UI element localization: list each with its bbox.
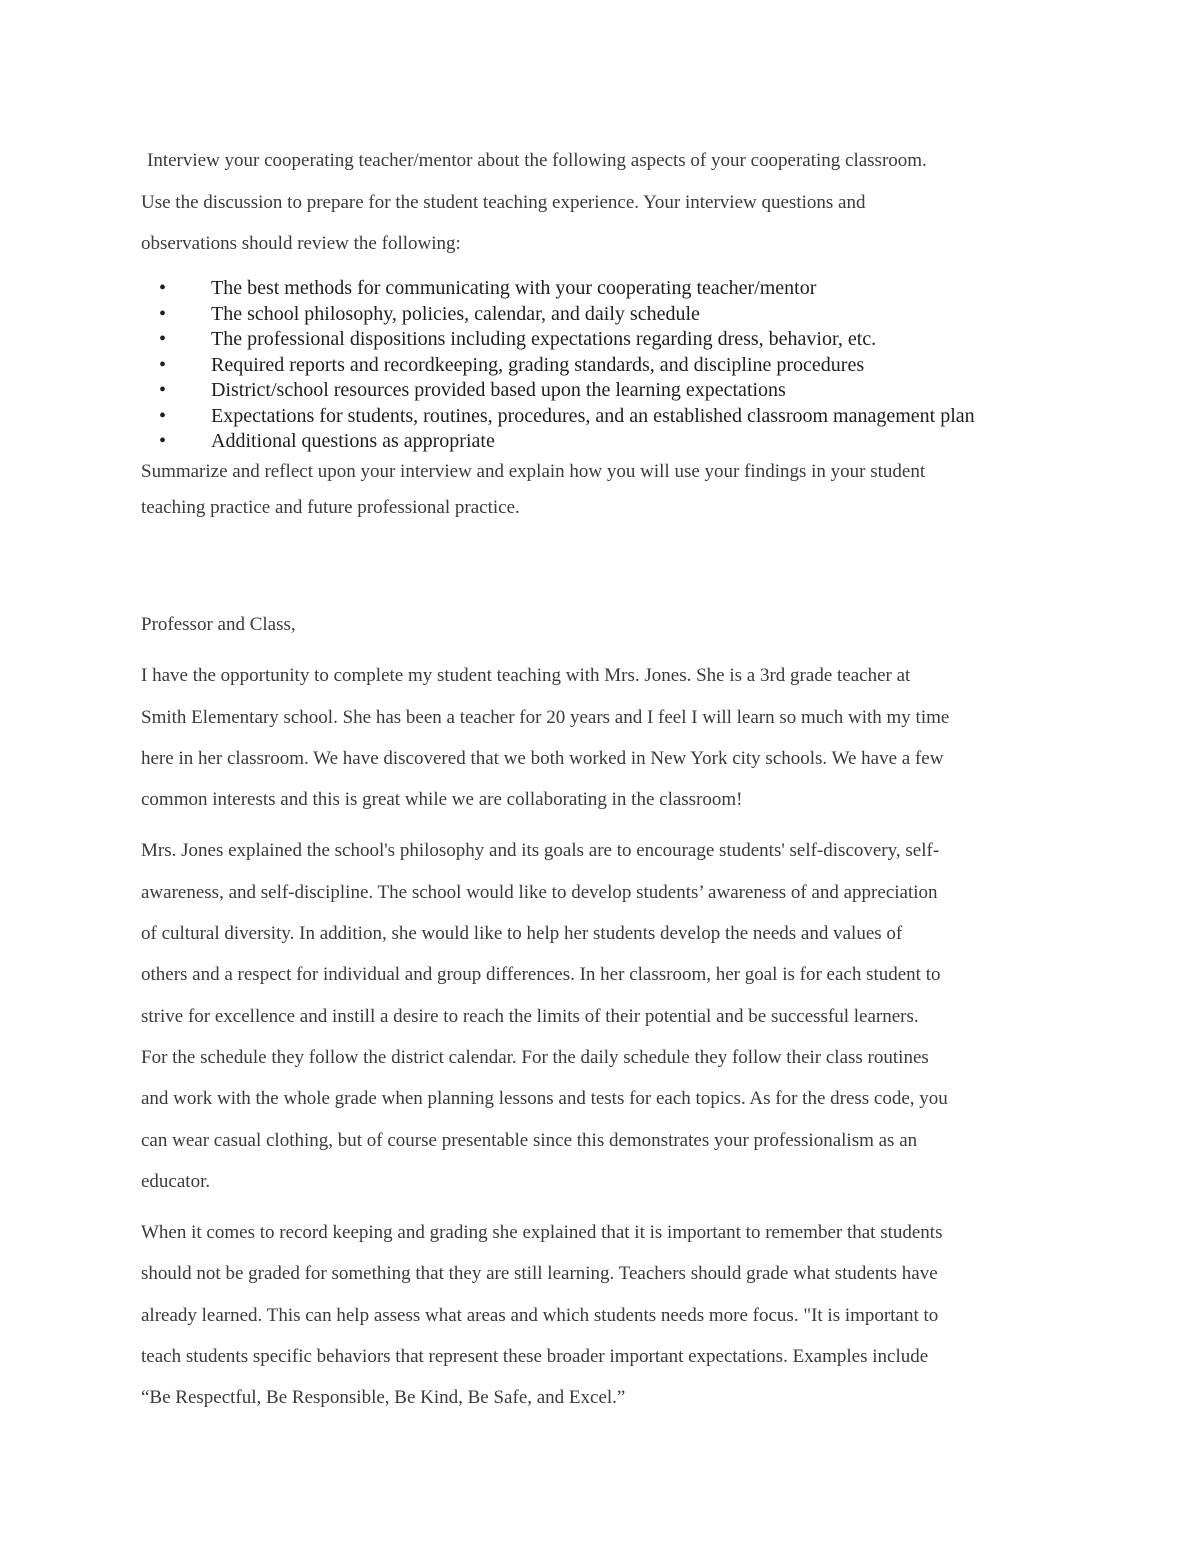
paragraph-line: Smith Elementary school. She has been a teacher for 20 years and I feel I will learn so much with my time [141,706,950,728]
list-item-text: Required reports and recordkeeping, grading standards, and discipline procedures [211,353,865,376]
paragraph-introduction [141,655,1081,820]
list-item-text: District/school resources provided based upon the learning expectations [211,379,786,401]
list-item [141,327,1101,353]
paragraph-line: awareness, and self-discipline. The school would like to develop students’ awareness of and appreciation [141,881,938,903]
summary-instructions [141,454,1071,525]
paragraph-line: I have the opportunity to complete my student teaching with Mrs. Jones. She is a 3rd grade teacher at [141,665,911,687]
list-item [141,302,1101,328]
paragraph-line: common interests and this is great while we are collaborating in the classroom! [141,789,743,811]
bullet-icon: • [159,328,167,350]
list-item [141,353,1101,379]
list-item-text: Expectations for students, routines, procedures, and an established classroom management plan [211,404,975,427]
list-item [141,429,1101,455]
prompt-line: observations should review the following: [141,233,461,254]
letter-body [141,604,1081,1429]
list-item [141,276,1101,302]
paragraph-line: “Be Respectful, Be Responsible, Be Kind, Be Safe, and Excel.” [141,1387,626,1409]
prompt-line: Use the discussion to prepare for the student teaching experience. Your interview questions and [141,191,866,213]
paragraph-line: teach students specific behaviors that represent these broader important expectations. Examples include [141,1346,929,1368]
list-item-text: The best methods for communicating with your cooperating teacher/mentor [211,277,817,299]
paragraph-line: of cultural diversity. In addition, she would like to help her students develop the needs and values of [141,923,903,945]
paragraph-line: When it comes to record keeping and grading she explained that it is important to remember that students [141,1222,943,1244]
summary-line: Summarize and reflect upon your interview and explain how you will use your findings in your student [141,461,926,482]
paragraph-line: and work with the whole grade when planning lessons and tests for each topics. As for the dress code, you [141,1088,948,1110]
paragraph-line: Mrs. Jones explained the school's philosophy and its goals are to encourage students' self-discovery, self- [141,840,940,862]
paragraph-line: can wear casual clothing, but of course presentable since this demonstrates your professionalism as an [141,1129,918,1151]
prompt-line: Interview your cooperating teacher/mentor about the following aspects of your cooperating classroom. [147,150,927,171]
bullet-icon: • [159,430,167,452]
paragraph-line: already learned. This can help assess what areas and which students needs more focus. "It is important to [141,1304,939,1326]
paragraph-line: others and a respect for individual and group differences. In her classroom, her goal is for each student to [141,964,941,986]
requirements-list [141,276,1101,455]
paragraph-grading [141,1212,1081,1418]
salutation: Professor and Class, [141,614,296,635]
bullet-icon: • [159,353,167,376]
bullet-icon: • [159,277,167,299]
paragraph-line: strive for excellence and instill a desire to reach the limits of their potential and be successful learners. [141,1005,919,1027]
paragraph-line: here in her classroom. We have discovered that we both worked in New York city schools. We have a few [141,747,944,769]
bullet-icon: • [159,404,167,427]
paragraph-line: For the schedule they follow the district calendar. For the daily schedule they follow their class routines [141,1046,929,1068]
paragraph-philosophy [141,830,1081,1202]
assignment-prompt [141,140,1071,265]
list-item-text: The school philosophy, policies, calendar, and daily schedule [211,302,700,325]
summary-line: teaching practice and future professional practice. [141,496,520,518]
paragraph-line: educator. [141,1170,211,1192]
list-item-text: Additional questions as appropriate [211,430,495,452]
list-item [141,378,1101,404]
bullet-icon: • [159,379,167,401]
list-item-text: The professional dispositions including expectations regarding dress, behavior, etc. [211,328,877,350]
paragraph-line: should not be graded for something that they are still learning. Teachers should grade what students have [141,1263,938,1285]
bullet-icon: • [159,302,167,325]
list-item [141,404,1101,430]
